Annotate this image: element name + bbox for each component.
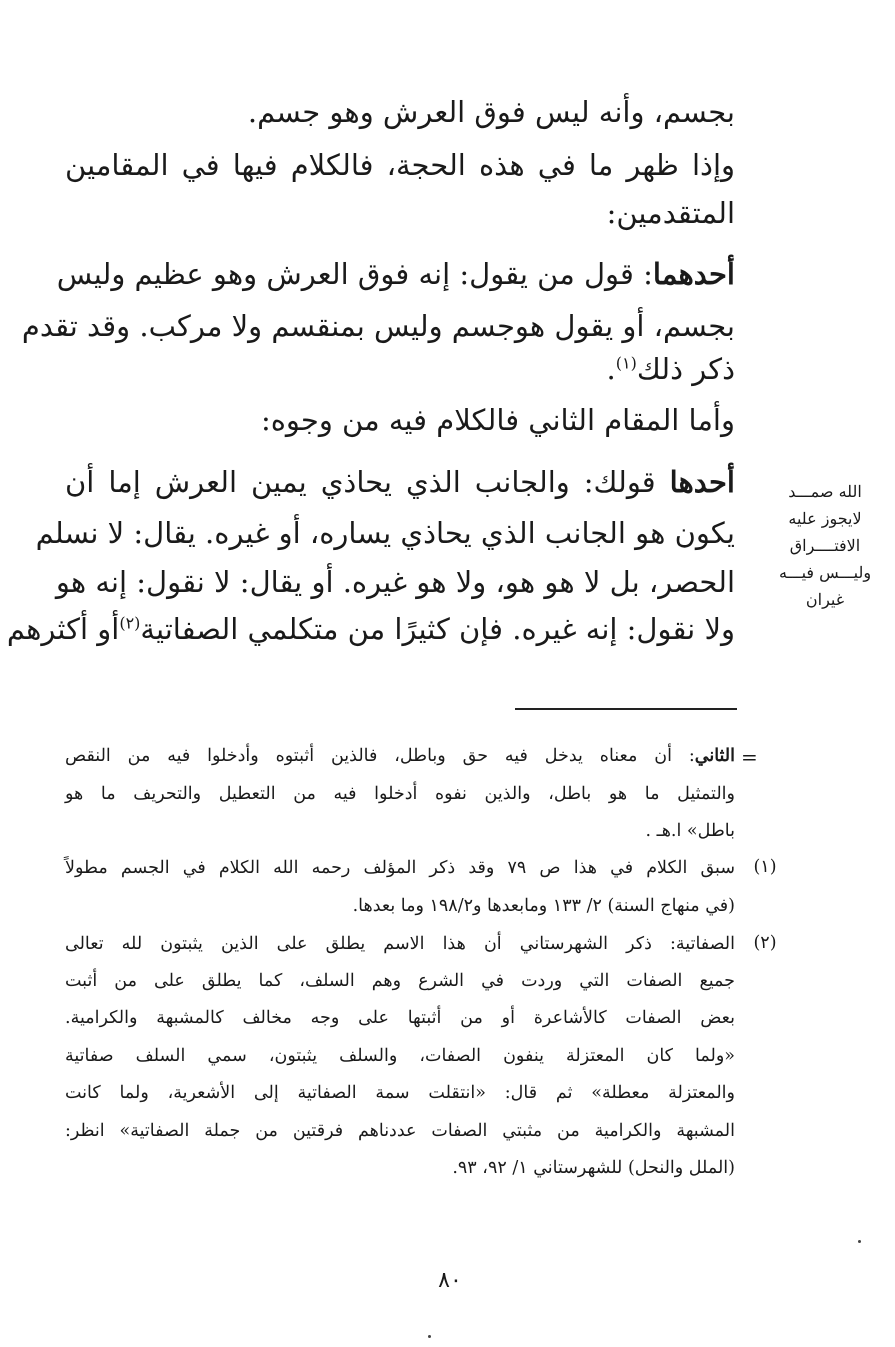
main-text-line: بجسم، أو يقول هوجسم وليس بمنقسم ولا مركب. وقد تقدم xyxy=(21,309,735,343)
main-text-line: وأما المقام الثاني فالكلام فيه من وجوه: xyxy=(260,403,735,437)
footnote-line: (الملل والنحل) للشهرستاني ١/ ٩٢، ٩٣. xyxy=(452,1158,735,1178)
footnote-line: الثاني: أن معناه يدخل فيه حق وباطل، فالذين أثبتوه وأدخلوا فيه من النقص xyxy=(65,746,735,766)
footnote-ref: (٢) xyxy=(119,613,141,633)
footnote-line: (في منهاج السنة) ٢/ ١٣٣ ومابعدها و١٩٨/٢ وما بعدها. xyxy=(352,896,735,916)
main-text-line: الحصر، بل لا هو هو، ولا هو غيره. أو يقال: لا نقول: إنه هو xyxy=(55,565,735,599)
margin-note-line: وليـــس فيـــه xyxy=(778,563,872,582)
footnote-line: سبق الكلام في هذا ص ٧٩ وقد ذكر المؤلف رحمه الله الكلام في الجسم مطولاً xyxy=(65,858,736,878)
footnote-line: والتمثيل ما هو باطل، والذين نفوه أدخلوا فيه من التعطيل والتحريف ما هو xyxy=(65,784,735,804)
footnote-separator xyxy=(515,708,737,710)
footnote-number: (١) xyxy=(753,857,777,877)
continuation-mark: = xyxy=(741,745,758,769)
footnote-line: باطل» ا.هـ . xyxy=(645,821,735,841)
main-text-line: أحدهما: قول من يقول: إنه فوق العرش وهو عظيم وليس xyxy=(56,257,735,291)
main-text-line: أحدها قولك: والجانب الذي يحاذي يمين العرش إما أن xyxy=(65,465,735,499)
footnote-heading: الثاني xyxy=(694,746,735,766)
margin-note xyxy=(775,478,875,613)
margin-note-line: لايجوز عليه xyxy=(788,509,862,528)
section-heading: أحدها xyxy=(669,465,735,499)
margin-note-line: الافتــــراق xyxy=(789,536,861,555)
footnote-ref: (١) xyxy=(615,353,637,373)
section-heading: أحدهما xyxy=(652,257,735,291)
scan-speck xyxy=(858,1240,861,1243)
main-text-line: يكون هو الجانب الذي يحاذي يساره، أو غيره. يقال: لا نسلم xyxy=(35,516,735,550)
margin-note-line: غيران xyxy=(805,590,845,609)
footnote-number: (٢) xyxy=(753,933,777,953)
page-number: ٨٠ xyxy=(438,1268,462,1293)
main-text-line: ذكر ذلك$^{(١)}$. xyxy=(606,352,735,386)
scan-speck xyxy=(428,1335,431,1338)
footnote-line: جميع الصفات التي وردت في الشرع وهم السلف، كما يطلق على من أثبت xyxy=(65,971,735,991)
main-text-line: المتقدمين: xyxy=(606,196,735,230)
footnote-line: الصفاتية: ذكر الشهرستاني أن هذا الاسم يطلق على الذين يثبتون لله تعالى xyxy=(65,934,735,954)
footnote-line: المشبهة والكرامية من مثبتي الصفات عددناهم فرقتين من جملة الصفاتية» انظر: xyxy=(65,1121,735,1141)
main-text-line: وإذا ظهر ما في هذه الحجة، فالكلام فيها في المقامين xyxy=(65,148,735,182)
footnote-line: «ولما كان المعتزلة ينفون الصفات، والسلف يثبتون، سمي السلف صفاتية xyxy=(65,1046,735,1066)
main-text-line: بجسم، وأنه ليس فوق العرش وهو جسم. xyxy=(247,95,735,129)
margin-note-line: الله صمـــد xyxy=(788,482,862,501)
footnote-line: والمعتزلة معطلة» ثم قال: «انتقلت سمة الصفاتية إلى الأشعرية، ولما كانت xyxy=(65,1083,735,1103)
footnote-line: بعض الصفات كالأشاعرة أو من أثبتها على وجه مخالف كالمشبهة والكرامية. xyxy=(65,1008,735,1028)
main-text-line: ولا نقول: إنه غيره. فإن كثيرًا من متكلمي الصفاتية$^{(٢)}$أو أكثرهم xyxy=(6,612,735,646)
